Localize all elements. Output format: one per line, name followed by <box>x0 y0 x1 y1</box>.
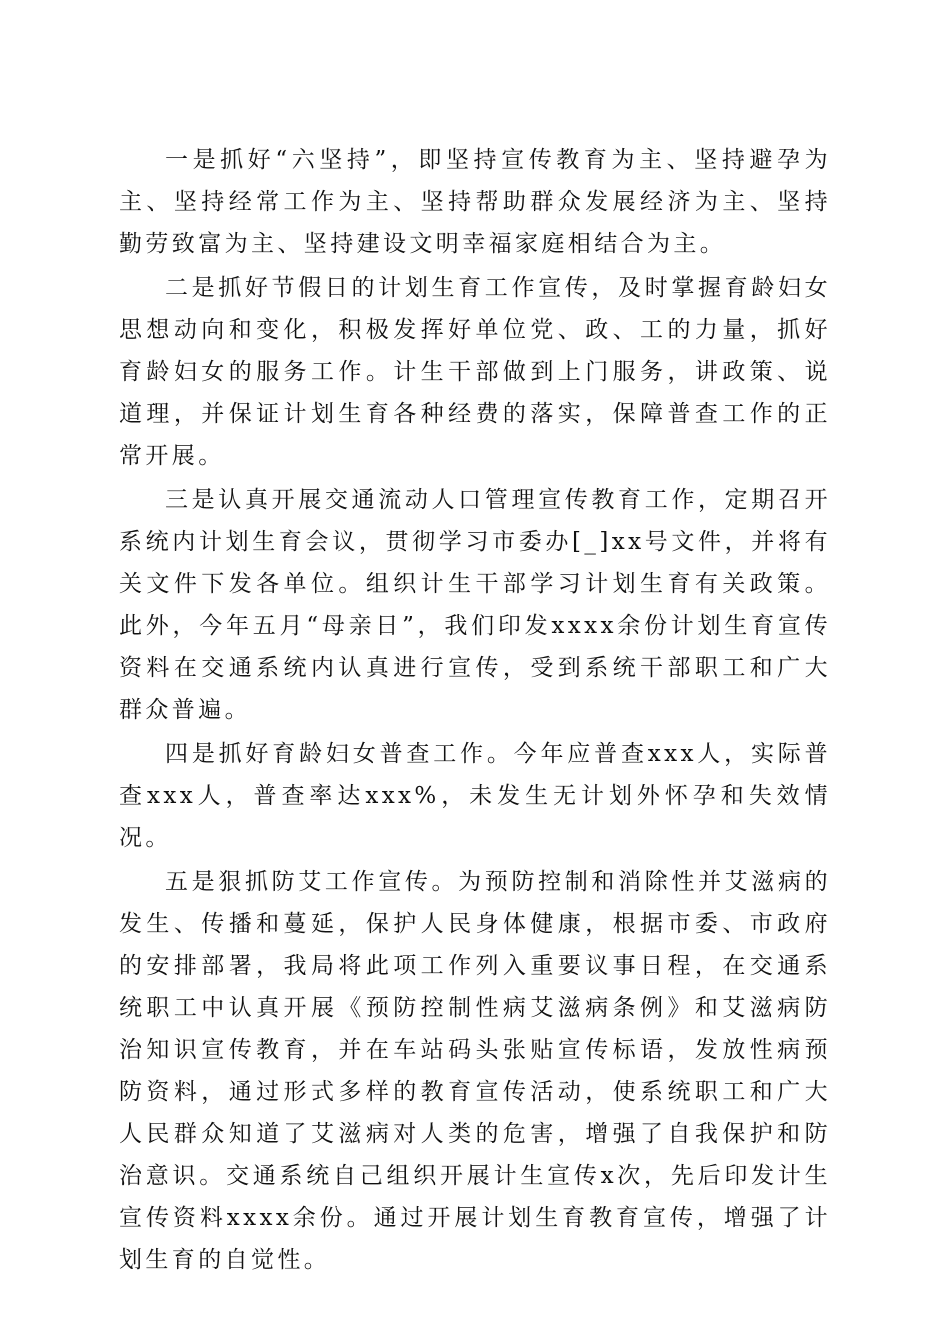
document-body <box>119 139 831 1283</box>
paragraph-3: 三是认真开展交通流动人口管理宣传教育工作，定期召开系统内计划生育会议，贯彻学习市委办[_]xx号文件，并将有关文件下发各单位。组织计生干部学习计划生育有关政策。此外，今年五月“母亲日”，我们印发xxxx余份计划生育宣传资料在交通系统内认真进行宣传，受到系统干部职工和广大群众普遍。 <box>119 487 831 723</box>
paragraph-4: 四是抓好育龄妇女普查工作。今年应普查xxx人，实际普查xxx人，普查率达xxx%，未发生无计划外怀孕和失效情况。 <box>119 741 831 851</box>
paragraph-2: 二是抓好节假日的计划生育工作宣传，及时掌握育龄妇女思想动向和变化，积极发挥好单位党、政、工的力量，抓好育龄妇女的服务工作。计生干部做到上门服务，讲政策、说道理，并保证计划生育各种经费的落实，保障普查工作的正常开展。 <box>119 275 831 469</box>
paragraph-1: 一是抓好“六坚持”，即坚持宣传教育为主、坚持避孕为主、坚持经常工作为主、坚持帮助群众发展经济为主、坚持勤劳致富为主、坚持建设文明幸福家庭相结合为主。 <box>119 147 831 257</box>
paragraph-5: 五是狠抓防艾工作宣传。为预防控制和消除性并艾滋病的发生、传播和蔓延，保护人民身体健康，根据市委、市政府的安排部署，我局将此项工作列入重要议事日程，在交通系统职工中认真开展《预防控制性病艾滋病条例》和艾滋病防治知识宣传教育，并在车站码头张贴宣传标语，发放性病预防资料，通过形式多样的教育宣传活动，使系统职工和广大人民群众知道了艾滋病对人类的危害，增强了自我保护和防治意识。交通系统自己组织开展计生宣传x次，先后印发计生宣传资料xxxx余份。通过开展计划生育教育宣传，增强了计划生育的自觉性。 <box>119 869 831 1273</box>
